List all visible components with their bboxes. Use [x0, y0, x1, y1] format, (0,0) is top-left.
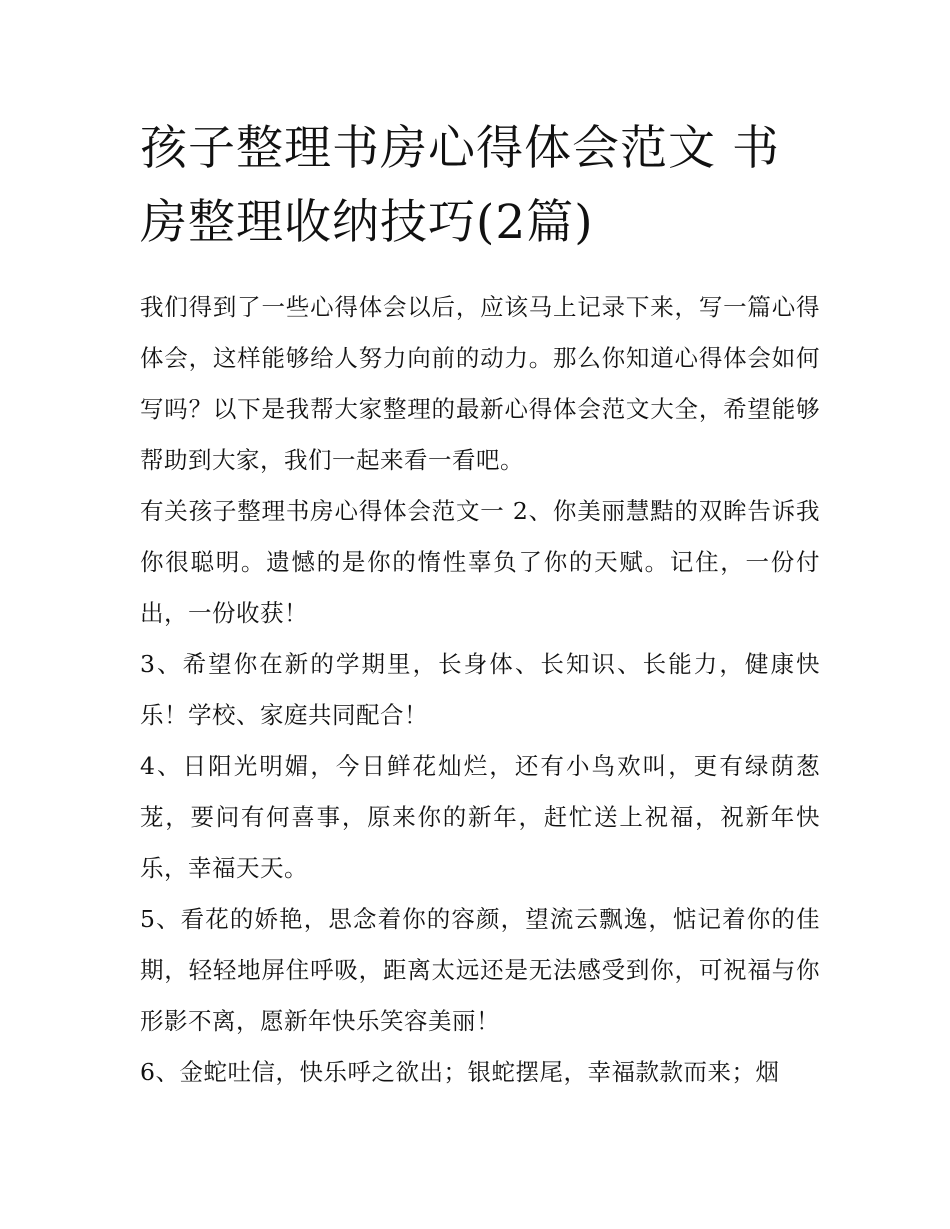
body-paragraph: 6、金蛇吐信，快乐呼之欲出；银蛇摆尾，幸福款款而来；烟: [140, 1058, 780, 1086]
body-paragraph: 5、看花的娇艳，思念着你的容颜，望流云飘逸，惦记着你的佳期，轻轻地屏住呼吸，距离太远还是无法感受到你，可祝福与你形影不离，愿新年快乐笑容美丽！: [140, 905, 820, 1035]
body-paragraph: 3、希望你在新的学期里，长身体、长知识、长能力，健康快乐！学校、家庭共同配合！: [140, 650, 820, 729]
body-paragraph: 有关孩子整理书房心得体会范文一 2、你美丽慧黠的双眸告诉我你很聪明。遗憾的是你的惰性辜负了你的天赋。记住，一份付出，一份收获！: [140, 497, 820, 627]
document-title: 孩子整理书房心得体会范文 书房整理收纳技巧(2篇): [140, 121, 780, 250]
body-paragraph: 4、日阳光明媚，今日鲜花灿烂，还有小鸟欢叫，更有绿荫葱茏，要问有何喜事，原来你的新年，赶忙送上祝福，祝新年快乐，幸福天天。: [140, 752, 820, 882]
intro-paragraph: 我们得到了一些心得体会以后，应该马上记录下来，写一篇心得体会，这样能够给人努力向前的动力。那么你知道心得体会如何写吗？以下是我帮大家整理的最新心得体会范文大全，希望能够帮助到大家，我们一起来看一看吧。: [140, 293, 820, 474]
document-content: [140, 112, 820, 1098]
